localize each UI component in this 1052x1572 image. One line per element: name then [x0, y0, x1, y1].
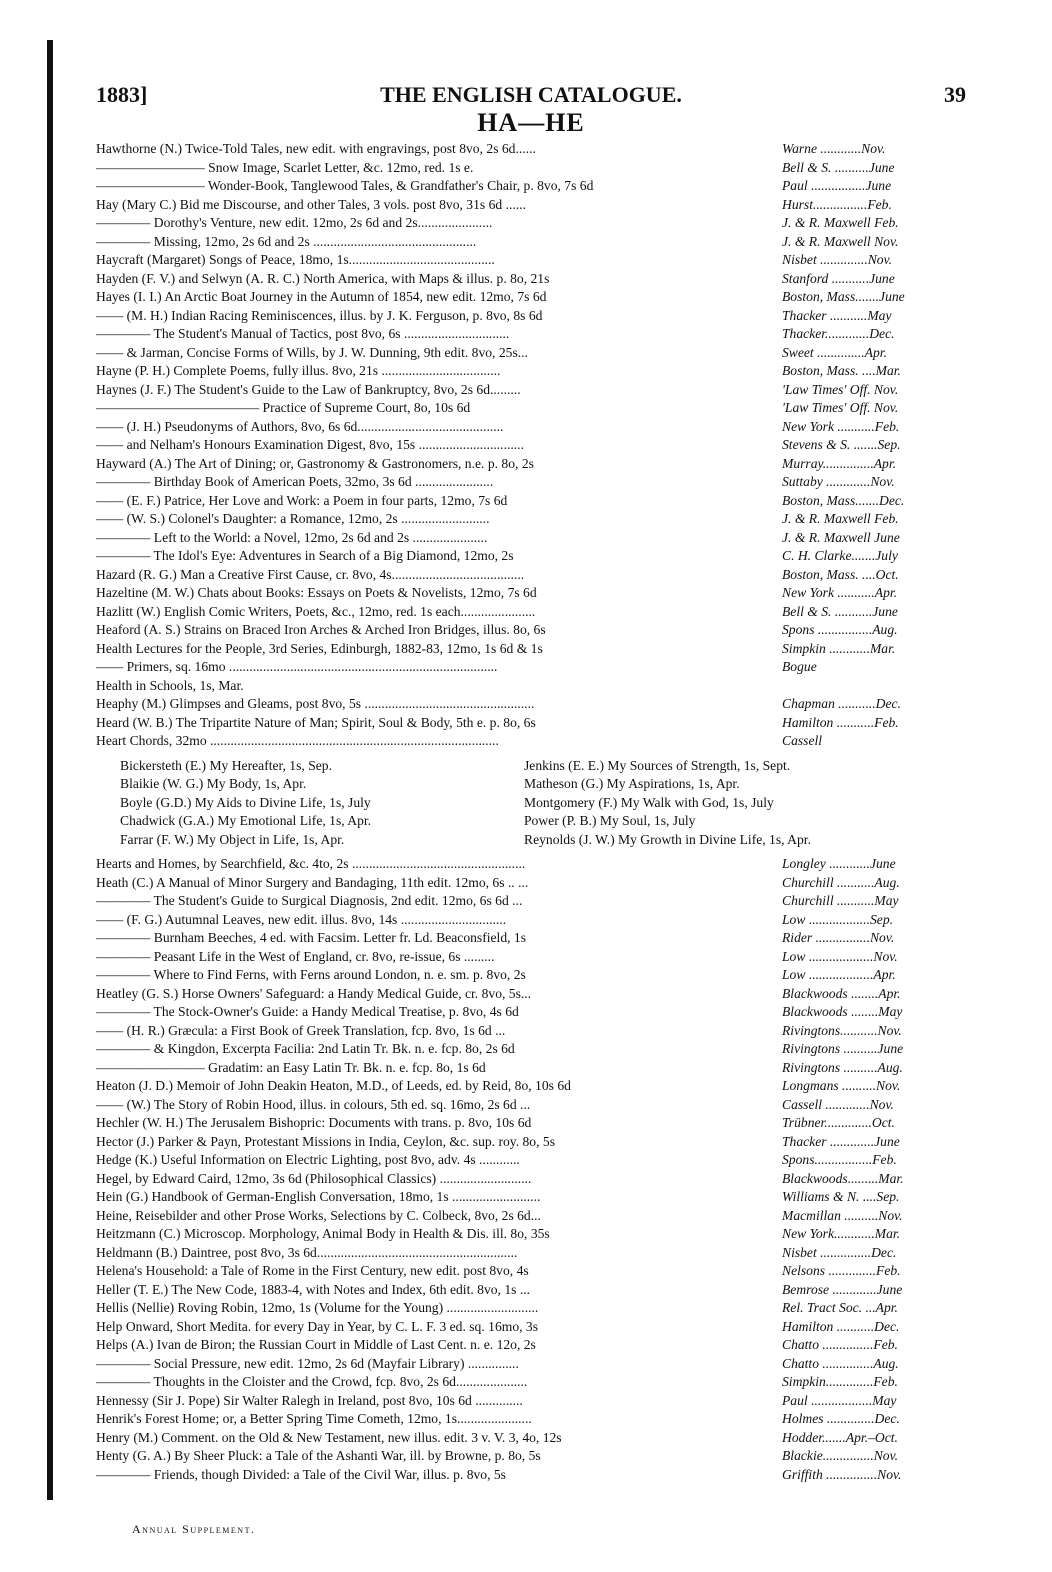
catalogue-entry	[96, 658, 968, 677]
entry-list-part-2	[96, 855, 968, 1484]
entry-title: Heaton (J. D.) Memoir of John Deakin Heaton, M.D., of Leeds, ed. by Reid, 8o, 10s 6d	[96, 1078, 571, 1093]
catalogue-entry	[96, 510, 968, 529]
entry-title: Hazeltine (M. W.) Chats about Books: Essays on Poets & Novelists, 12mo, 7s 6d	[96, 585, 537, 600]
entry-title: Heaphy (M.) Glimpses and Gleams, post 8vo, 5s ..................................................	[96, 696, 535, 711]
entry-publisher: Trübner..............Oct.	[782, 1115, 895, 1130]
entry-title: Helps (A.) Ivan de Biron; the Russian Court in Middle of Last Cent. n. e. 12o, 2s	[96, 1337, 536, 1352]
entry-title: Hazard (R. G.) Man a Creative First Cause, cr. 8vo, 4s.......................................	[96, 566, 525, 582]
entry-title: Hein (G.) Handbook of German-English Conversation, 18mo, 1s ..........................	[96, 1189, 541, 1204]
entry-title: ———————— Snow Image, Scarlet Letter, &c. 12mo, red. 1s e.	[96, 159, 474, 175]
entry-publisher: Cassell .............Nov.	[782, 1096, 894, 1112]
catalogue-entry	[96, 418, 968, 437]
entry-publisher: Nisbet ...............Dec.	[782, 1244, 897, 1260]
entry-title: Hayden (F. V.) and Selwyn (A. R. C.) North America, with Maps & illus. p. 8o, 21s	[96, 270, 550, 286]
entry-title: Henty (G. A.) By Sheer Pluck: a Tale of the Ashanti War, ill. by Browne, p. 8o, 5s	[96, 1448, 541, 1463]
entry-publisher: Williams & N. ....Sep.	[782, 1189, 900, 1204]
entry-title: —— Primers, sq. 16mo ...............................................................................	[96, 659, 498, 674]
entry-publisher: Rivingtons...........Nov.	[782, 1022, 902, 1038]
catalogue-entry	[96, 1299, 968, 1318]
entry-publisher: Stevens & S. .......Sep.	[782, 437, 901, 452]
entry-publisher: Nisbet ..............Nov.	[782, 252, 893, 267]
catalogue-entry	[96, 1133, 968, 1152]
entry-publisher: Nelsons ..............Feb.	[782, 1263, 901, 1278]
catalogue-entry	[96, 874, 968, 893]
entry-publisher: Bogue	[782, 659, 817, 674]
entry-title: Heller (T. E.) The New Code, 1883-4, with Notes and Index, 6th edit. 8vo, 1s ...	[96, 1281, 531, 1297]
catalogue-entry	[96, 455, 968, 474]
entry-publisher: J. & R. Maxwell Nov.	[782, 233, 899, 249]
entry-title: Heldmann (B.) Daintree, post 8vo, 3s 6d...........................................................	[96, 1244, 518, 1260]
catalogue-entry	[96, 1281, 968, 1300]
entry-title: ———— Where to Find Ferns, with Ferns around London, n. e. sm. p. 8vo, 2s	[96, 967, 526, 982]
catalogue-entry	[96, 1096, 968, 1115]
entry-title: ———— Friends, though Divided: a Tale of the Civil War, illus. p. 8vo, 5s	[96, 1466, 506, 1482]
entry-publisher: Blackwoods.........Mar.	[782, 1170, 904, 1186]
entry-title: Hawthorne (N.) Twice-Told Tales, new edit. with engravings, post 8vo, 2s 6d......	[96, 141, 536, 156]
entry-title: Hearts and Homes, by Searchfield, &c. 4to, 2s ...................................................	[96, 856, 526, 871]
catalogue-entry	[96, 233, 968, 252]
entry-publisher: Thacker .............June	[782, 1133, 900, 1149]
catalogue-entry	[96, 732, 968, 751]
catalogue-entry	[96, 948, 968, 967]
entry-title: Haycraft (Margaret) Songs of Peace, 18mo, 1s...........................................	[96, 252, 495, 267]
catalogue-entry	[96, 251, 968, 270]
entry-title: ———— Birthday Book of American Poets, 32mo, 3s 6d .......................	[96, 474, 494, 489]
entry-publisher: Low ...................Nov.	[782, 948, 898, 964]
catalogue-entry	[96, 603, 968, 622]
entry-title: —— (F. G.) Autumnal Leaves, new edit. illus. 8vo, 14s ...............................	[96, 911, 507, 927]
entry-title: Hellis (Nellie) Roving Robin, 12mo, 1s (Volume for the Young) ...........................	[96, 1300, 539, 1315]
footer-note: Annual Supplement.	[132, 1522, 256, 1536]
entry-publisher: Thacker.............Dec.	[782, 326, 895, 341]
entry-title: Hazlitt (W.) English Comic Writers, Poets, &c., 12mo, red. 1s each......................	[96, 603, 536, 619]
entry-title: Heart Chords, 32mo .....................................................................................	[96, 733, 499, 748]
catalogue-entry	[96, 1318, 968, 1337]
entry-publisher: Low ..................Sep.	[782, 911, 894, 927]
heart-chords-volume: Matheson (G.) My Aspirations, 1s, Apr.	[524, 776, 740, 791]
entry-title: Heine, Reisebilder and other Prose Works, Selections by C. Colbeck, 8vo, 2s 6d...	[96, 1207, 541, 1223]
catalogue-entry	[96, 196, 968, 215]
catalogue-entry	[96, 214, 968, 233]
catalogue-entry	[96, 1077, 968, 1096]
entry-publisher: Spons ................Aug.	[782, 622, 898, 637]
catalogue-entry	[96, 584, 968, 603]
entry-publisher: Longley ............June	[782, 856, 896, 871]
entry-title: —— & Jarman, Concise Forms of Wills, by J. W. Dunning, 9th edit. 8vo, 25s...	[96, 344, 528, 360]
entry-publisher: Hamilton ...........Dec.	[782, 1318, 900, 1334]
entry-publisher: Hodder.......Apr.–Oct.	[782, 1429, 898, 1445]
entry-title: ———— The Idol's Eye: Adventures in Search of a Big Diamond, 12mo, 2s	[96, 548, 514, 563]
catalogue-entry	[96, 399, 968, 418]
entry-title: —— (W. S.) Colonel's Daughter: a Romance, 12mo, 2s ..........................	[96, 511, 490, 526]
heart-chords-volume: Bickersteth (E.) My Hereafter, 1s, Sep.	[120, 757, 332, 773]
catalogue-entry	[96, 1207, 968, 1226]
heart-chords-volume: Farrar (F. W.) My Object in Life, 1s, Apr.	[120, 831, 345, 847]
entry-title: Haynes (J. F.) The Student's Guide to the Law of Bankruptcy, 8vo, 2s 6d.........	[96, 381, 521, 397]
entry-title: ———— The Student's Manual of Tactics, post 8vo, 6s ...............................	[96, 326, 510, 341]
catalogue-entry	[96, 1392, 968, 1411]
entry-publisher: Churchill ...........May	[782, 893, 899, 908]
entry-publisher: 'Law Times' Off. Nov.	[782, 400, 899, 415]
catalogue-entry	[96, 547, 968, 566]
catalogue-entry	[96, 270, 968, 289]
catalogue-entry	[96, 929, 968, 948]
section-heading: HA—HE	[477, 108, 585, 137]
catalogue-entry	[96, 362, 968, 381]
entry-publisher: Boston, Mass. ....Mar.	[782, 363, 901, 378]
catalogue-entry	[96, 695, 968, 714]
catalogue-entry	[96, 566, 968, 585]
heart-chords-volume: Reynolds (J. W.) My Growth in Divine Life, 1s, Apr.	[524, 831, 811, 847]
entry-publisher: New York ...........Feb.	[782, 418, 900, 434]
catalogue-entry	[96, 677, 968, 696]
entry-publisher: Boston, Mass.......Dec.	[782, 492, 905, 508]
entry-publisher: 'Law Times' Off. Nov.	[782, 381, 899, 397]
entry-title: ———————— Gradatim: an Easy Latin Tr. Bk. n. e. fcp. 8o, 1s 6d	[96, 1059, 486, 1075]
entry-publisher: Holmes ..............Dec.	[782, 1411, 900, 1426]
entry-title: —— (M. H.) Indian Racing Reminiscences, illus. by J. K. Ferguson, p. 8vo, 8s 6d	[96, 307, 543, 323]
heart-chords-volume: Montgomery (F.) My Walk with God, 1s, July	[524, 794, 774, 810]
entry-publisher: Suttaby .............Nov.	[782, 474, 895, 489]
entry-publisher: J. & R. Maxwell June	[782, 529, 900, 545]
entry-publisher: Stanford ...........June	[782, 270, 895, 286]
entry-publisher: Chatto ...............Aug.	[782, 1355, 899, 1371]
heart-chords-volume: Jenkins (E. E.) My Sources of Strength, 1s, Sept.	[524, 757, 791, 773]
entry-title: Hayward (A.) The Art of Dining; or, Gastronomy & Gastronomers, n.e. p. 8o, 2s	[96, 455, 534, 471]
entry-publisher: Paul ................June	[782, 178, 892, 193]
entry-publisher: New York............Mar.	[782, 1226, 901, 1241]
entry-title: ———— Burnham Beeches, 4 ed. with Facsim. Letter fr. Ld. Beaconsfield, 1s	[96, 930, 526, 945]
catalogue-entry	[96, 1188, 968, 1207]
catalogue-entries	[96, 140, 968, 1484]
heart-chords-volume: Power (P. B.) My Soul, 1s, July	[524, 813, 696, 828]
entry-publisher: Blackie...............Nov.	[782, 1448, 899, 1463]
entry-title: Health Lectures for the People, 3rd Series, Edinburgh, 1882-83, 12mo, 1s 6d & 1s	[96, 640, 543, 656]
entry-publisher: Low ...................Apr.	[782, 967, 896, 982]
catalogue-entry	[96, 288, 968, 307]
entry-publisher: Murray...............Apr.	[782, 455, 897, 471]
entry-publisher: Rider ................Nov.	[782, 930, 895, 945]
entry-title: Hayes (I. I.) An Arctic Boat Journey in the Autumn of 1854, new edit. 12mo, 7s 6d	[96, 289, 547, 304]
catalogue-entry	[96, 159, 968, 178]
entry-publisher: Bell & S. ...........June	[782, 603, 898, 619]
page-number: 39	[944, 82, 966, 107]
entry-publisher: Chapman ...........Dec.	[782, 696, 901, 711]
catalogue-entry	[96, 1336, 968, 1355]
entry-title: —— (W.) The Story of Robin Hood, illus. in colours, 5th ed. sq. 16mo, 2s 6d ...	[96, 1096, 531, 1112]
catalogue-entry	[96, 714, 968, 733]
entry-title: Heath (C.) A Manual of Minor Surgery and Bandaging, 11th edit. 12mo, 6s .. ...	[96, 874, 529, 890]
entry-title: ———— The Stock-Owner's Guide: a Handy Medical Treatise, p. 8vo, 4s 6d	[96, 1004, 519, 1019]
catalogue-entry	[96, 1355, 968, 1374]
header-year: 1883]	[96, 82, 148, 107]
entry-title: ———— Left to the World: a Novel, 12mo, 2s 6d and 2s ......................	[96, 529, 488, 545]
catalogue-entry	[96, 1262, 968, 1281]
catalogue-entry	[96, 855, 968, 874]
entry-publisher: Boston, Mass.......June	[782, 289, 905, 304]
catalogue-entry	[96, 966, 968, 985]
entry-publisher: Cassell	[782, 733, 823, 748]
heart-chords-volume: Blaikie (W. G.) My Body, 1s, Apr.	[120, 776, 307, 791]
entry-title: ———— Dorothy's Venture, new edit. 12mo, 2s 6d and 2s......................	[96, 215, 493, 230]
catalogue-entry	[96, 1151, 968, 1170]
heart-chords-volume: Boyle (G.D.) My Aids to Divine Life, 1s, July	[120, 794, 371, 810]
entry-publisher: Spons.................Feb.	[782, 1152, 897, 1167]
catalogue-entry	[96, 1022, 968, 1041]
catalogue-entry	[96, 911, 968, 930]
entry-publisher: Simpkin..............Feb.	[782, 1374, 898, 1389]
entry-publisher: J. & R. Maxwell Feb.	[782, 511, 899, 526]
entry-publisher: J. & R. Maxwell Feb.	[782, 215, 899, 230]
catalogue-entry	[96, 621, 968, 640]
entry-title: Hay (Mary C.) Bid me Discourse, and other Tales, 3 vols. post 8vo, 31s 6d ......	[96, 196, 526, 212]
entry-publisher: Bell & S. ..........June	[782, 159, 895, 175]
catalogue-entry	[96, 1170, 968, 1189]
entry-title: Help Onward, Short Medita. for every Day in Year, by C. L. F. 3 ed. sq. 16mo, 3s	[96, 1318, 538, 1334]
entry-publisher: Hurst................Feb.	[782, 196, 892, 212]
entry-title: Heitzmann (C.) Microscop. Morphology, Animal Body in Health & Dis. ill. 8o, 35s	[96, 1226, 550, 1241]
catalogue-entry	[96, 1114, 968, 1133]
catalogue-entry	[96, 529, 968, 548]
entry-publisher: Thacker ...........May	[782, 307, 892, 323]
catalogue-entry	[96, 1447, 968, 1466]
entry-title: Hector (J.) Parker & Payn, Protestant Missions in India, Ceylon, &c. sup. roy. 8o, 5s	[96, 1133, 555, 1149]
entry-title: ———————————— Practice of Supreme Court, 8o, 10s 6d	[96, 400, 471, 415]
entry-title: Health in Schools, 1s, Mar.	[96, 677, 244, 693]
catalogue-entry	[96, 1225, 968, 1244]
catalogue-entry	[96, 892, 968, 911]
catalogue-entry	[96, 1429, 968, 1448]
catalogue-entry	[96, 640, 968, 659]
entry-publisher: Rivingtons ..........Aug.	[782, 1059, 903, 1075]
entry-title: ———— Peasant Life in the West of England, cr. 8vo, re-issue, 6s .........	[96, 948, 495, 964]
entry-publisher: C. H. Clarke.......July	[782, 548, 898, 563]
entry-title: Hedge (K.) Useful Information on Electric Lighting, post 8vo, adv. 4s ............	[96, 1152, 520, 1167]
entry-publisher: Paul ..................May	[782, 1392, 897, 1408]
catalogue-entry	[96, 436, 968, 455]
entry-title: ———— Missing, 12mo, 2s 6d and 2s ................................................	[96, 233, 477, 249]
entry-publisher	[782, 677, 968, 696]
entry-publisher: New York ...........Apr.	[782, 585, 898, 600]
entry-publisher: Rivingtons ..........June	[782, 1041, 904, 1056]
entry-publisher: Blackwoods ........May	[782, 1004, 903, 1019]
entry-publisher: Chatto ...............Feb.	[782, 1337, 898, 1352]
entry-publisher: Churchill ...........Aug.	[782, 874, 900, 890]
catalogue-entry	[96, 1059, 968, 1078]
entry-title: Heaford (A. S.) Strains on Braced Iron Arches & Arched Iron Bridges, illus. 8o, 6s	[96, 622, 546, 637]
entry-title: ———— Thoughts in the Cloister and the Crowd, fcp. 8vo, 2s 6d.....................	[96, 1374, 528, 1389]
entry-publisher: Rel. Tract Soc. ...Apr.	[782, 1300, 898, 1315]
entry-title: Henrik's Forest Home; or, a Better Spring Time Cometh, 12mo, 1s......................	[96, 1411, 532, 1426]
entry-list-part-1	[96, 140, 968, 751]
catalogue-entry	[96, 177, 968, 196]
entry-title: —— and Nelham's Honours Examination Digest, 8vo, 15s ...............................	[96, 437, 524, 452]
catalogue-entry	[96, 307, 968, 326]
entry-title: Hayne (P. H.) Complete Poems, fully illus. 8vo, 21s ...................................	[96, 363, 501, 378]
catalogue-entry	[96, 140, 968, 159]
entry-title: Hegel, by Edward Caird, 12mo, 3s 6d (Philosophical Classics) ...........................	[96, 1170, 532, 1186]
entry-title: ———————— Wonder-Book, Tanglewood Tales, & Grandfather's Chair, p. 8vo, 7s 6d	[96, 178, 594, 193]
catalogue-entry	[96, 1244, 968, 1263]
heart-chords-series	[96, 757, 968, 850]
catalogue-entry	[96, 1410, 968, 1429]
entry-publisher: Sweet ..............Apr.	[782, 344, 887, 360]
catalogue-entry	[96, 473, 968, 492]
entry-title: —— (H. R.) Græcula: a First Book of Greek Translation, fcp. 8vo, 1s 6d ...	[96, 1022, 506, 1038]
entry-publisher: Griffith ...............Nov.	[782, 1466, 902, 1482]
entry-title: ———— The Student's Guide to Surgical Diagnosis, 2nd edit. 12mo, 6s 6d ...	[96, 893, 523, 908]
entry-title: Heard (W. B.) The Tripartite Nature of Man; Spirit, Soul & Body, 5th e. p. 8o, 6s	[96, 714, 536, 730]
page-binding-edge	[47, 40, 53, 1500]
catalogue-entry	[96, 381, 968, 400]
catalogue-entry	[96, 1373, 968, 1392]
entry-title: Henry (M.) Comment. on the Old & New Testament, new illus. edit. 3 v. V. 3, 4o, 12s	[96, 1429, 562, 1445]
heart-chords-volume: Chadwick (G.A.) My Emotional Life, 1s, Apr.	[120, 813, 372, 828]
entry-publisher: Blackwoods ........Apr.	[782, 985, 901, 1001]
catalogue-entry	[96, 1003, 968, 1022]
catalogue-entry	[96, 344, 968, 363]
catalogue-entry	[96, 1466, 968, 1485]
entry-title: Hennessy (Sir J. Pope) Sir Walter Ralegh in Ireland, post 8vo, 10s 6d ..............	[96, 1392, 523, 1408]
catalogue-entry	[96, 985, 968, 1004]
entry-publisher: Macmillan ..........Nov.	[782, 1207, 903, 1223]
catalogue-title: THE ENGLISH CATALOGUE.	[380, 82, 682, 107]
entry-publisher: Boston, Mass. ....Oct.	[782, 566, 899, 582]
entry-title: Hechler (W. H.) The Jerusalem Bishopric: Documents with trans. p. 8vo, 10s 6d	[96, 1115, 532, 1130]
entry-title: ———— & Kingdon, Excerpta Facilia: 2nd Latin Tr. Bk. n. e. fcp. 8o, 2s 6d	[96, 1041, 515, 1056]
catalogue-entry	[96, 492, 968, 511]
entry-title: —— (J. H.) Pseudonyms of Authors, 8vo, 6s 6d...........................................	[96, 418, 504, 434]
catalogue-entry	[96, 325, 968, 344]
entry-publisher: Warne ............Nov.	[782, 141, 886, 156]
entry-title: ———— Social Pressure, new edit. 12mo, 2s 6d (Mayfair Library) ...............	[96, 1355, 519, 1371]
entry-title: Heatley (G. S.) Horse Owners' Safeguard: a Handy Medical Guide, cr. 8vo, 5s...	[96, 985, 532, 1001]
entry-publisher: Hamilton ...........Feb.	[782, 714, 899, 730]
entry-publisher: Longmans ..........Nov.	[782, 1078, 901, 1093]
catalogue-entry	[96, 1040, 968, 1059]
entry-title: Helena's Household: a Tale of Rome in the First Century, new edit. post 8vo, 4s	[96, 1263, 529, 1278]
entry-publisher: Bemrose .............June	[782, 1281, 903, 1297]
entry-publisher: Simpkin ............Mar.	[782, 640, 896, 656]
entry-title: —— (E. F.) Patrice, Her Love and Work: a Poem in four parts, 12mo, 7s 6d	[96, 492, 508, 508]
